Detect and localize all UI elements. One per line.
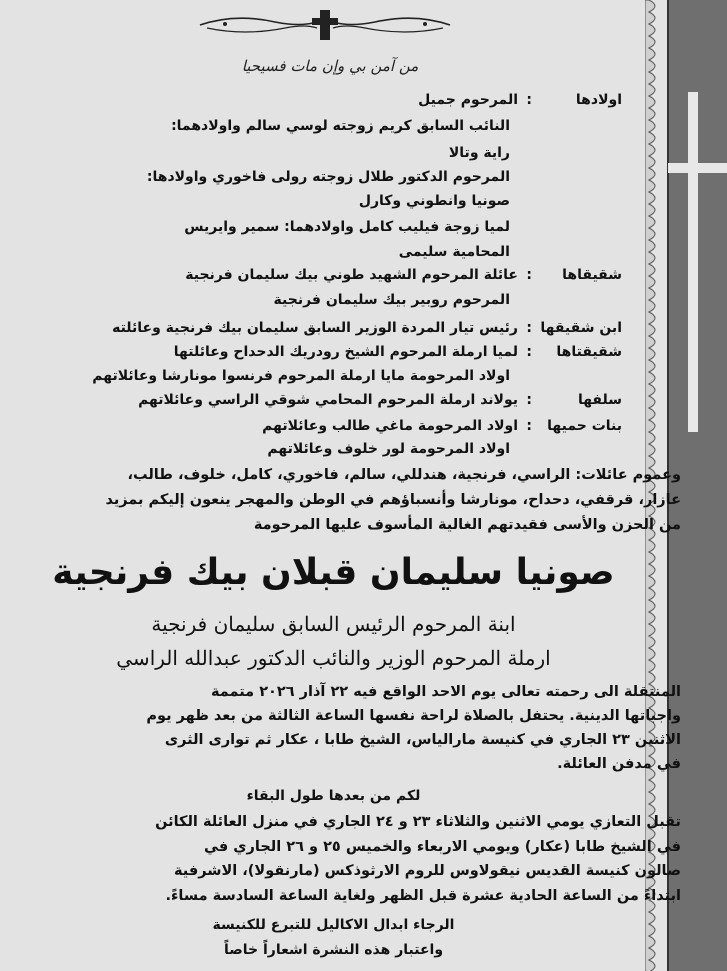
family-row (12, 320, 622, 346)
family-row (12, 92, 622, 118)
relation-label: شقيقاها (562, 267, 622, 283)
condolence-paragraph (81, 810, 681, 908)
relation-label: اولادها (575, 92, 622, 108)
widow-of: ارملة المرحوم الوزير والنائب الدكتور عبدالله الراسي (116, 646, 551, 670)
relation-value: اولاد المرحومة لور خلوف وعائلاتهم (267, 441, 510, 457)
relatives-line: من الحزن والأسى فقيدتهم الغالية المأسوف عليها المرحومة (253, 517, 681, 533)
relatives-line: عازار، قرقفي، دحداح، مونارشا وأنسباؤهم في الوطن والمهجر ينعون إليكم بمزيد (105, 492, 681, 508)
condolence-line: في الشيخ طابا (عكار) ويومي الاربعاء والخميس ٢٥ و ٢٦ الجاري في (204, 838, 681, 855)
condolence-line: تقبل التعازي يومي الاثنين والثلاثاء ٢٣ و ٢٤ الجاري في منزل العائلة الكائن (155, 814, 681, 830)
relation-value: اولاد المرحومة مايا ارملة المرحوم فرنسوا مونارشا وعائلاتهم (92, 368, 510, 384)
funeral-line: واجباتها الدينية. يحتفل بالصلاة لراحة نفسها الساعة الثالثة من بعد ظهر يوم (146, 708, 681, 724)
family-row (12, 267, 622, 293)
cross-icon (688, 92, 698, 432)
relation-value: النائب السابق كريم زوجته لوسي سالم واولادهما: (171, 118, 510, 134)
private-notice: واعتبار هذه النشرة اشعاراً خاصاً (223, 942, 444, 958)
wreath-request: الرجاء ابدال الاكاليل للتبرع للكنيسة (212, 917, 455, 933)
relation-value: اولاد المرحومة ماغي طالب وعائلاتهم (262, 418, 518, 434)
condolence-line: ابتداءً من الساعة الحادية عشرة قبل الظهر ولغاية الساعة السادسة مساءً. (165, 887, 681, 904)
relation-value: صونيا وانطوني وكارل (358, 193, 510, 209)
relation-value: المرحوم روبير بيك سليمان فرنجية (273, 292, 510, 308)
family-row (12, 344, 622, 370)
family-row (12, 392, 622, 418)
relatives-paragraph (81, 463, 681, 538)
label-colon: : (526, 418, 532, 434)
label-colon: : (526, 320, 532, 336)
label-colon: : (526, 92, 532, 108)
cross-bar (668, 163, 727, 173)
condolence-line: صالون كنيسة القديس نيقولاوس للروم الارثوذكس (مارنقولا)، الاشرفية (174, 863, 681, 879)
family-row (12, 169, 622, 195)
relation-label: ابن شقيقها (540, 320, 622, 336)
relation-value: المرحوم الدكتور طلال زوجته رولى فاخوري واولادها: (146, 169, 510, 185)
relation-value: يولاند ارملة المرحوم المحامي شوقي الراسي وعائلاتهم (138, 392, 518, 408)
label-colon: : (526, 344, 532, 360)
relation-value: لميا ارملة المرحوم الشيخ رودريك الدحداح وعائلتها (173, 344, 518, 360)
relation-value: لميا زوجة فيليب كامل واولادهما: سمير وايريس (184, 219, 510, 235)
family-row (12, 118, 622, 144)
relation-label: بنات حميها (547, 418, 622, 434)
family-row (12, 193, 622, 219)
relation-value: عائلة المرحوم الشهيد طوني بيك سليمان فرنجية (185, 267, 518, 283)
daughter-of: ابنة المرحوم الرئيس السابق سليمان فرنجية (151, 612, 516, 636)
relation-label: شقيقتاها (556, 344, 622, 360)
relation-value: المحامية سليمى (398, 244, 510, 260)
family-row (12, 219, 622, 245)
label-colon: : (526, 267, 532, 283)
deceased-name: صونيا سليمان قبلان بيك فرنجية (52, 552, 615, 593)
funeral-line: الاثنين ٢٣ الجاري في كنيسة مارالياس، الشيخ طابا ، عكار ثم توارى الثرى (164, 732, 681, 748)
funeral-line: المنتقلة الى رحمته تعالى يوم الاحد الواقع فيه ٢٢ آذار ٢٠٢٦ متممة (211, 684, 681, 700)
relatives-line: وعموم عائلات: الراسي، فرنجية، هندللي، سالم، فاخوري، كامل، خلوف، طالب، (127, 467, 681, 483)
funeral-paragraph (81, 680, 681, 776)
cross-ornament-icon (195, 8, 455, 42)
relation-label: سلفها (577, 392, 622, 408)
family-row (12, 292, 622, 318)
relation-value: راية وتالا (448, 145, 510, 161)
motto: من آمن بي وإن مات فسيحيا (241, 57, 419, 75)
family-row (12, 368, 622, 394)
label-colon: : (526, 392, 532, 408)
funeral-line: في مدفن العائلة. (557, 756, 681, 772)
family-row (12, 145, 622, 171)
relation-value: المرحوم جميل (418, 92, 518, 108)
relation-value: رئيس تيار المردة الوزير السابق سليمان بيك فرنجية وعائلته (112, 320, 518, 336)
blessing: لكم من بعدها طول البقاء (246, 788, 421, 804)
